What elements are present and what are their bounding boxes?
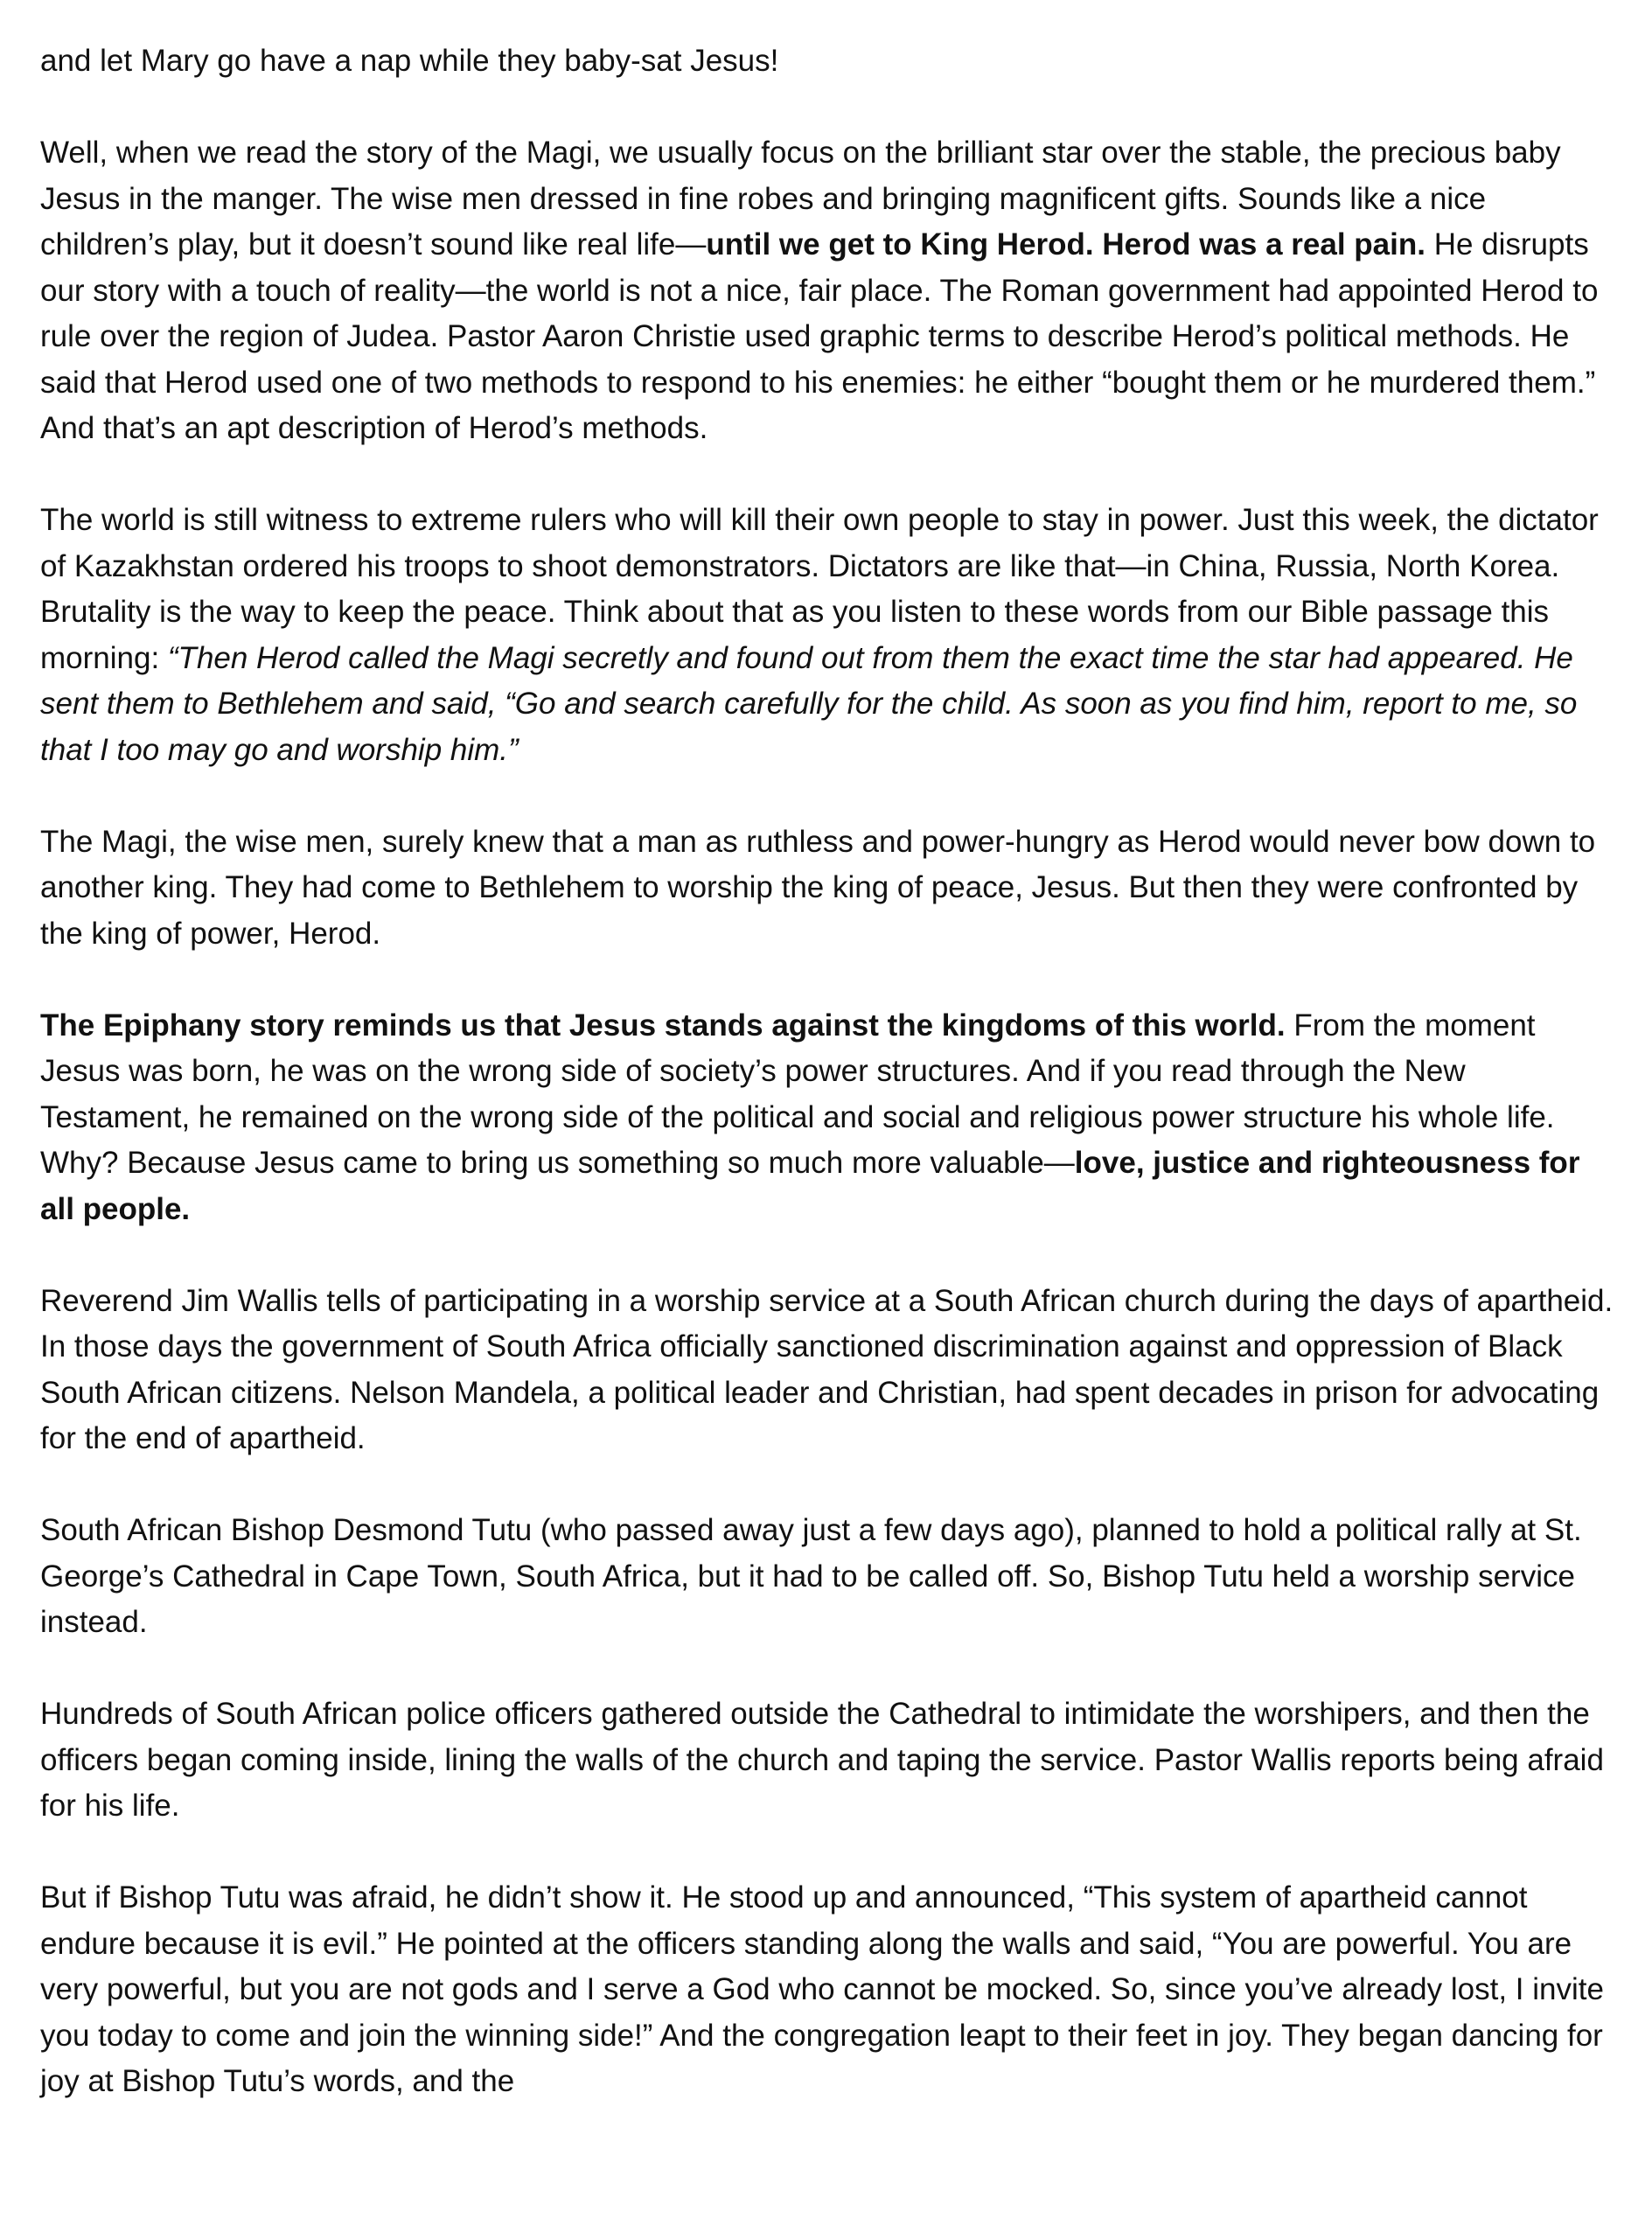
paragraph-6 <box>40 1279 1614 1462</box>
bold-text-run: The Epiphany story reminds us that Jesus stands against the kingdoms of this world. <box>40 1008 1286 1043</box>
paragraph-9 <box>40 1875 1614 2105</box>
text-run: Hundreds of South African police officers gathered outside the Cathedral to intimidate the worshipers, and then the officers began coming inside, lining the walls of the church and taping the service. Pastor Wallis reports being afraid for his life. <box>40 1697 1604 1823</box>
text-run: and let Mary go have a nap while they baby-sat Jesus! <box>40 44 779 78</box>
document-page <box>40 38 1614 2105</box>
text-run: He disrupts our story with a touch of reality—the world is not a nice, fair place. The Roman government had appointed Herod to rule over the region of Judea. Pastor Aaron Christie used graphic terms to describe Herod’s political methods. He said that Herod used one of two methods to respond to his enemies: he either “bought them or he murdered them.” And that’s an apt description of Herod’s methods. <box>40 227 1599 445</box>
bold-text-run: until we get to King Herod. Herod was a real pain. <box>706 227 1425 262</box>
paragraph-8 <box>40 1691 1614 1830</box>
paragraph-1 <box>40 38 1614 85</box>
paragraph-7 <box>40 1508 1614 1646</box>
text-run: From the moment Jesus was born, he was on the wrong side of society’s power structures. And if you read through the New Testament, he remained on the wrong side of the political and social and religious power structure his whole life. Why? Because Jesus came to bring us something so much more valuable— <box>40 1008 1555 1180</box>
text-run: Well, when we read the story of the Magi, we usually focus on the brilliant star over the stable, the precious baby Jesus in the manger. The wise men dressed in fine robes and bringing magnificent gifts. Sounds like a nice children’s play, but it doesn’t sound like real life— <box>40 136 1561 262</box>
paragraph-3 <box>40 498 1614 773</box>
paragraph-5 <box>40 1003 1614 1233</box>
italic-quote: “Then Herod called the Magi secretly and found out from them the exact time the star had appeared. He sent them to Bethlehem and said, “Go and search carefully for the child. As soon as you find him, report to me, so that I too may go and worship him.” <box>40 640 1578 767</box>
text-run: South African Bishop Desmond Tutu (who passed away just a few days ago), planned to hold a political rally at St. George’s Cathedral in Cape Town, South Africa, but it had to be called off. So, Bishop Tutu held a worship service instead. <box>40 1513 1582 1639</box>
text-run: The Magi, the wise men, surely knew that a man as ruthless and power-hungry as Herod would never bow down to another king. They had come to Bethlehem to worship the king of peace, Jesus. But then they were confronted by the king of power, Herod. <box>40 824 1596 951</box>
text-run: Reverend Jim Wallis tells of participating in a worship service at a South African church during the days of apartheid. In those days the government of South Africa officially sanctioned discrimination against and oppression of Black South African citizens. Nelson Mandela, a political leader and Christian, had spent decades in prison for advocating for the end of apartheid. <box>40 1283 1614 1455</box>
text-run: But if Bishop Tutu was afraid, he didn’t show it. He stood up and announced, “This system of apartheid cannot endure because it is evil.” He pointed at the officers standing along the walls and said, “You are powerful. You are very powerful, but you are not gods and I serve a God who cannot be mocked. So, since you’ve already lost, I invite you today to come and join the winning side!” And the congregation leapt to their feet in joy. They began dancing for joy at Bishop Tutu’s words, and the <box>40 1880 1604 2098</box>
text-run: The world is still witness to extreme rulers who will kill their own people to stay in power. Just this week, the dictator of Kazakhstan ordered his troops to shoot demonstrators. Dictators are like that—in China, Russia, North Korea. Brutality is the way to keep the peace. Think about that as you listen to these words from our Bible passage this morning: <box>40 503 1599 675</box>
bold-text-run: love, justice and righteousness for all people. <box>40 1146 1580 1226</box>
paragraph-4 <box>40 820 1614 958</box>
paragraph-2 <box>40 130 1614 452</box>
